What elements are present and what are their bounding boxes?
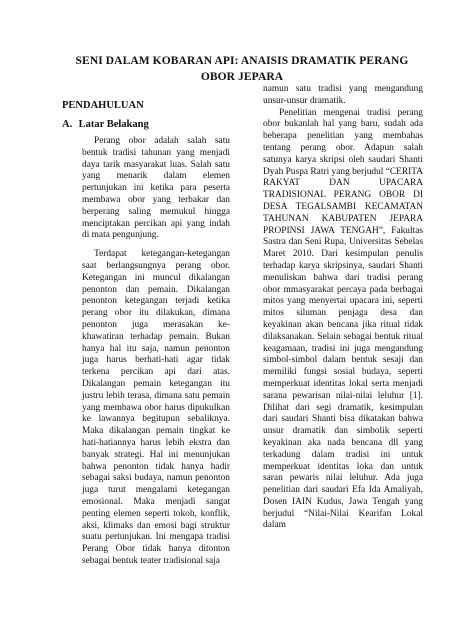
subsection-number: A. [62,119,73,130]
left-body [62,136,230,568]
subsection-heading [62,119,230,131]
section-heading: PENDAHULUAN [62,100,144,111]
paragraph: Penelitian mengenai tradisi perang obor bukanlah hal yang baru, sudah ada beberapa penelitian yang membahas tentang perang obor. Adapun salah satunya karya skripsi oleh saudari Shanti Dyah Puspa Ratri yang berjudul “CERITA RAKYAT DAN UPACARA TRADISIONAL PERANG OBOR DI DESA TEGALSAMBI KECAMATAN TAHUNAN KABUPATEN JEPARA PROPINSI JAWA TENGAH”, Fakultas Sastra dan Seni Rupa, Universitas Sebelas Maret 2010. Dari kesimpulan penulis terhadap karya skripsinya, saudari Shanti menuliskan bahwa dari tradisi perang obor mmasyarakat percaya pada berbagai mitos yang menyertai upacara ini, seperti mitos siluman penjaga desa dan keyakinan akan bencana jika ritual tidak dilaksanakan. Selain sebagai bentuk ritual keagamaan, tradisi ini juga mengandung simbol-simbol dalam bentuk sesaji dan memiliki fungsi sosial budaya, seperti memperkuat identitas lokal serta menjadi sarana pewarisan nilai-nilai leluhur [1]. Dilihat dari segi dramatik, kesimpulan dari saudari Shanti bisa dikatakan bahwa unsur dramatik dan simbolik seperti keyakinan aka nada bencana dll yang terkadung dalam tradisi ini untuk memperkuat identitas loka dan untuk saran pewaris nilai leluhur. Ada juga penelitian dari saudari Efa Ida Amaliyah, Dosen IAIN Kudus, Jawa Tengah yang berjudul “Nilai-Nilai Kearifan Lokal dalam [263,107,423,531]
paragraph: Terdapat ketegangan-ketegangan saat berlangsungnya perang obor. Ketegangan ini muncul dikalangan penonton dan pemain. Dikalangan penonton ketegangan terjadi ketika perang obor itu dilakukan, dimana penonton juga merasakan ke-khawatiran terhadap pemain. Bukan hanya hal itu saja, namun penonton juga harus berhati-hati agar tidak terkena percikan api dari atas. Dikalangan pemain ketegangan itu justru lebih terasa, dimana satu pemain yang membawa obor harus dipukulkan ke lawannya begitupun sebaliknya. Maka dikalangan pemain tingkat ke hati-hatiannya harus lebih ekstra dan banyak strategi. Hal ini menunjukan bahwa penonton tidak hanya hadir sebagai saksi budaya, namun penonton juga turut mengalami ketegangan emosional. Maka menjadi sangat penting elemen seperti tokoh, konflik, aksi, klimaks dan emosi bagi struktur suatu pertunjukan. Ini mengapa tradisi Perang Obor tidak hanya ditonton sebagai bentuk teater tradisional saja [82,249,230,566]
subsection-title: Latar Belakang [78,119,149,130]
left-column [62,100,230,568]
right-column [263,84,423,532]
paragraph: Perang obor adalah salah satu bentuk tradisi tahunan yang menjadi daya tarik masyarakat luas. Salah satu yang menarik dalam elemen pertunjukan ini ketika para peserta membawa obor yang terbakar dan berperang saling memukul hingga menciptakan percikan api yang indah di mata pengunjung. [82,136,230,241]
paper-title: SENI DALAM KOBARAN API: ANAISIS DRAMATIK PERANG OBOR JEPARA [75,55,409,83]
paragraph-continued: namun satu tradisi yang mengandung unsur-unsur dramatik. [263,84,423,106]
